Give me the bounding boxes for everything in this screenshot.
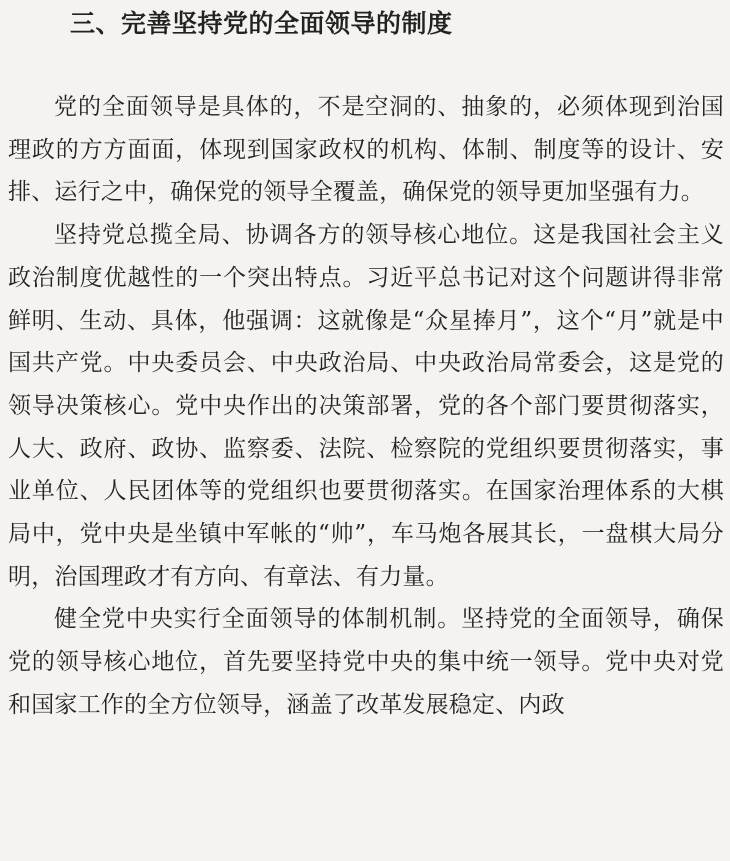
section-heading: 三、完善坚持党的全面领导的制度 (70, 9, 453, 38)
paragraph-2: 坚持党总揽全局、协调各方的领导核心地位。这是我国社会主义政治制度优越性的一个突出特点。习近平总书记对这个问题讲得非常鲜明、生动、具体，他强调：这就像是“众星捧月”，这个“月”就是中国共产党。中央委员会、中央政治局、中央政治局常委会，这是党的领导决策核心。党中央作出的决策部署，党的各个部门要贯彻落实，人大、政府、政协、监察委、法院、检察院的党组织要贯彻落实，事业单位、人民团体等的党组织也要贯彻落实。在国家治理体系的大棋局中，党中央是坐镇中军帐的“帅”，车马炮各展其长，一盘棋大局分明，治国理政才有方向、有章法、有力量。 (8, 222, 724, 590)
paragraph-3: 健全党中央实行全面领导的体制机制。坚持党的全面领导，确保党的领导核心地位，首先要坚持党中央的集中统一领导。党中央对党和国家工作的全方位领导，涵盖了改革发展稳定、内政 (8, 606, 724, 718)
body-text (8, 86, 724, 727)
document-page (0, 8, 730, 861)
paragraph-1: 党的全面领导是具体的，不是空洞的、抽象的，必须体现到治国理政的方方面面，体现到国家政权的机构、体制、制度等的设计、安排、运行之中，确保党的领导全覆盖，确保党的领导更加坚强有力。 (8, 94, 724, 206)
